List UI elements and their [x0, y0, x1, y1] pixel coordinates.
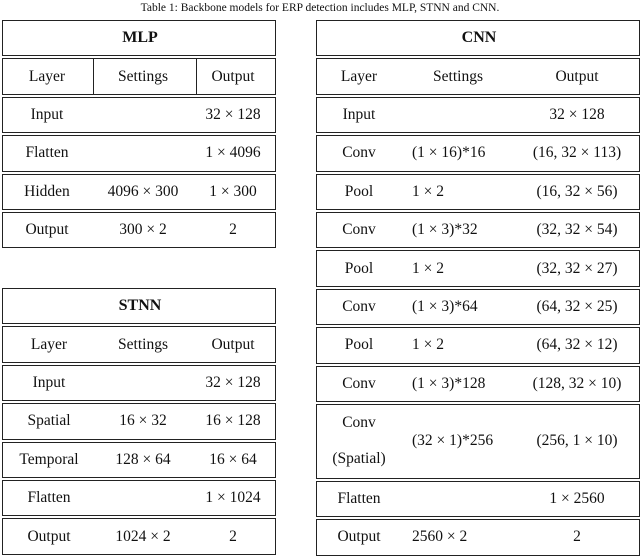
table-row	[2, 518, 276, 554]
cell-output: 32 × 128	[205, 373, 261, 391]
cell-output: 2	[229, 221, 237, 239]
cell-output: 1 × 300	[209, 182, 257, 200]
cell-settings: 4096 × 300	[107, 182, 179, 200]
cell-output: 1 × 2560	[549, 489, 605, 507]
cell-output: (64, 32 × 25)	[536, 297, 618, 315]
table-row	[316, 327, 640, 363]
table-row	[2, 97, 276, 133]
cell-layer: Input	[32, 373, 66, 391]
mlp-title-row	[2, 20, 276, 56]
header-output: Output	[211, 67, 255, 85]
cell-output: 2	[229, 527, 237, 545]
cell-layer: Conv	[342, 221, 376, 239]
table-row	[316, 135, 640, 171]
table-row	[2, 365, 276, 401]
stnn-header-row	[2, 326, 276, 362]
cell-layer: Conv (Spatial)	[332, 414, 386, 468]
column-divider	[196, 59, 197, 93]
table-row	[316, 289, 640, 325]
cell-layer: Flatten	[25, 144, 69, 162]
cell-layer: Conv	[342, 374, 376, 392]
table-row	[316, 404, 640, 479]
cell-settings: 2560 × 2	[412, 528, 468, 546]
cell-layer: Conv	[342, 144, 376, 162]
cell-settings: (1 × 3)*128	[412, 374, 486, 392]
header-settings: Settings	[118, 335, 168, 353]
header-layer: Layer	[340, 67, 378, 85]
cell-output: 16 × 64	[209, 450, 257, 468]
table-row	[2, 135, 276, 171]
cell-layer: Output	[27, 527, 71, 545]
header-settings: Settings	[118, 67, 168, 85]
table-row	[316, 519, 640, 555]
cell-settings: 1 × 2	[412, 259, 444, 277]
table-row	[2, 174, 276, 210]
table-row	[2, 442, 276, 478]
table-row	[316, 481, 640, 517]
cell-output: 1 × 1024	[205, 489, 261, 507]
cell-output: 2	[573, 528, 581, 546]
cell-layer: Pool	[344, 336, 374, 354]
cell-output: 1 × 4096	[205, 144, 261, 162]
table-caption: Table 1: Backbone models for ERP detection includes MLP, STNN and CNN.	[140, 2, 500, 14]
cell-output: (32, 32 × 54)	[536, 221, 618, 239]
cell-layer: Input	[30, 105, 64, 123]
stnn-title: STNN	[118, 297, 162, 315]
cell-layer: Pool	[344, 259, 374, 277]
mlp-title: MLP	[122, 29, 158, 47]
header-output: Output	[211, 335, 255, 353]
cnn-title: CNN	[461, 29, 497, 47]
cell-layer: Hidden	[24, 182, 70, 200]
cell-settings: 300 × 2	[119, 221, 167, 239]
table-row	[2, 403, 276, 439]
table-row	[2, 480, 276, 516]
cell-layer: Output	[25, 221, 69, 239]
cell-output: (256, 1 × 10)	[536, 432, 618, 450]
cell-settings: 16 × 32	[119, 412, 167, 430]
cell-output: 32 × 128	[549, 105, 605, 123]
cell-output: (64, 32 × 12)	[536, 336, 618, 354]
header-settings: Settings	[433, 67, 483, 85]
table-row	[2, 212, 276, 248]
cell-layer: Pool	[344, 182, 374, 200]
cnn-title-row	[316, 20, 640, 56]
cell-settings: (1 × 16)*16	[412, 144, 486, 162]
cell-layer: Temporal	[19, 450, 79, 468]
cell-output: (16, 32 × 56)	[536, 182, 618, 200]
cell-output: 32 × 128	[205, 105, 261, 123]
mlp-header-row	[2, 58, 276, 94]
cell-layer: Conv	[342, 297, 376, 315]
table-row	[316, 250, 640, 286]
table-row	[316, 366, 640, 402]
cell-layer: Spatial	[27, 412, 71, 430]
cell-settings: (32 × 1)*256	[412, 432, 494, 450]
cell-settings: (1 × 3)*32	[412, 221, 478, 239]
cell-settings: (1 × 3)*64	[412, 297, 478, 315]
cell-settings: 128 × 64	[115, 450, 171, 468]
cell-layer: Flatten	[27, 489, 71, 507]
cell-settings: 1 × 2	[412, 336, 444, 354]
header-layer: Layer	[30, 335, 68, 353]
cell-output: (128, 32 × 10)	[532, 374, 622, 392]
header-layer: Layer	[28, 67, 66, 85]
table-row	[316, 212, 640, 248]
cell-output: 16 × 128	[205, 412, 261, 430]
cell-output: (16, 32 × 113)	[532, 144, 622, 162]
table-row	[316, 174, 640, 210]
header-output: Output	[555, 67, 599, 85]
cell-layer: Input	[342, 105, 376, 123]
column-divider	[93, 59, 94, 93]
cell-settings: 1 × 2	[412, 182, 444, 200]
cnn-header-row	[316, 58, 640, 94]
cell-output: (32, 32 × 27)	[536, 259, 618, 277]
cell-settings: 1024 × 2	[115, 527, 171, 545]
cell-layer: Flatten	[337, 489, 381, 507]
stnn-title-row	[2, 288, 276, 324]
cell-layer: Output	[337, 528, 381, 546]
table-row	[316, 97, 640, 133]
